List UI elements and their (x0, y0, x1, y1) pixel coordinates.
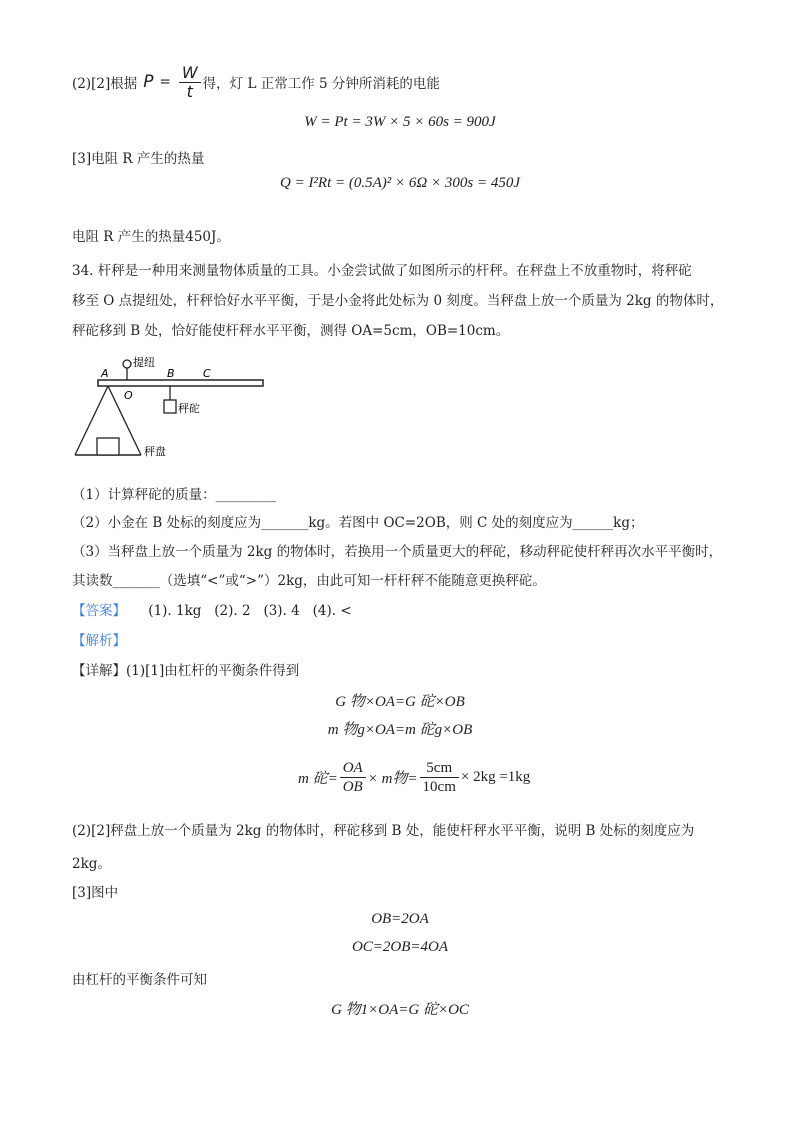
label-b: B (167, 367, 175, 380)
paragraph-balance: 由杠杆的平衡条件可知 (72, 972, 207, 988)
eq5-mid: × m物= (367, 770, 418, 787)
fraction-denominator: t (186, 81, 193, 101)
formula-equals: = (159, 74, 171, 90)
question-34-line-1: 34. 杆秤是一种用来测量物体质量的工具。小金尝试做了如图所示的杆秤。在秤盘上不放重物时，将秤砣 (72, 263, 692, 279)
equation-weight-mass (298, 755, 530, 799)
eq5-lhs: m 砣= (298, 770, 338, 787)
paragraph-heat-intro: [3]电阻 R 产生的热量 (72, 151, 205, 167)
analysis-tag: 【解析】 (72, 633, 126, 649)
label-o: O (124, 389, 133, 402)
question-34-line-3: 秤砣移到 B 处，恰好能使杆秤水平平衡，测得 OA=5cm，OB=10cm。 (72, 323, 510, 339)
counterweight (164, 400, 176, 413)
sub-question-2: （2）小金在 B 处标的刻度应为_______kg。若图中 OC=2OB，则 C 处的刻度应为______kg； (72, 515, 644, 531)
intro-suffix: 得，灯 L 正常工作 5 分钟所消耗的电能 (202, 76, 440, 92)
fraction-oa-ob (340, 759, 366, 796)
answer-text: (1). 1kg (2). 2 (3). 4 (4). < (148, 603, 352, 619)
label-c: C (203, 367, 211, 380)
fraction-5cm: 5cm (420, 759, 459, 778)
equation-heat: Q = I²Rt = (0.5A)² × 6Ω × 300s = 450J (279, 175, 520, 191)
answer-row (72, 599, 352, 619)
paragraph-formula-intro (72, 62, 440, 102)
equation-torque-c: G 物1×OA=G 砣×OC (331, 1002, 469, 1018)
equation-energy: W = Pt = 3W × 5 × 60s = 900J (304, 114, 496, 130)
detail-intro: 【详解】(1)[1]由杠杆的平衡条件得到 (72, 663, 300, 679)
fraction-ob: OB (342, 778, 363, 795)
steelyard-diagram (70, 352, 270, 464)
fraction-numerator: W (179, 64, 201, 83)
knob-ring (123, 360, 131, 368)
lever-bar (98, 380, 263, 386)
paragraph-heat-result: 电阻 R 产生的热量450J。 (72, 229, 230, 245)
equation-oc-ob: OC=2OB=4OA (351, 939, 449, 955)
paragraph-part2-line-1: (2)[2]秤盘上放一个质量为 2kg 的物体时，秤砣移到 B 处，能使杆秤水平平衡，说明 B 处标的刻度应为 (72, 823, 695, 839)
equation-torque-weight: G 物×OA=G 砣×OB (335, 694, 465, 710)
formula-w-over-t (179, 64, 201, 101)
answer-tag: 【答案】 (72, 603, 126, 619)
label-chengtuo: 秤砣 (178, 402, 200, 415)
eq5-rhs: × 2kg =1kg (460, 768, 531, 785)
label-a: A (101, 367, 109, 380)
label-tinu: 提纽 (133, 356, 155, 369)
sub-question-3-line-1: （3）当秤盘上放一个质量为 2kg 的物体时，若换用一个质量更大的秤砣，移动秤砣使杆秤再次水平平衡时， (72, 544, 723, 560)
sub-question-3-line-2: 其读数_______（选填“<”或“>”）2kg，由此可知一杆杆秤不能随意更换秤砣。 (72, 573, 546, 589)
fraction-oa: OA (340, 759, 366, 778)
fraction-10cm: 10cm (422, 778, 456, 795)
equation-torque-mass: m 物g×OA=m 砣g×OB (327, 722, 473, 738)
paragraph-part2-line-2: 2kg。 (72, 856, 111, 872)
paragraph-figure: [3]图中 (72, 885, 119, 901)
object-on-pan (97, 438, 119, 455)
equation-ob-oa: OB=2OA (371, 911, 429, 927)
label-chengpan: 秤盘 (144, 445, 166, 458)
question-34-line-2: 移至 O 点提纽处，杆秤恰好水平平衡，于是小金将此处标为 0 刻度。当秤盘上放一个质量为 2kg 的物体时， (72, 293, 724, 309)
fraction-5cm-10cm (420, 759, 459, 796)
sub-question-1: （1）计算秤砣的质量：_________ (72, 487, 277, 503)
formula-p-symbol: P (143, 72, 154, 92)
intro-prefix: (2)[2]根据 (72, 76, 138, 92)
